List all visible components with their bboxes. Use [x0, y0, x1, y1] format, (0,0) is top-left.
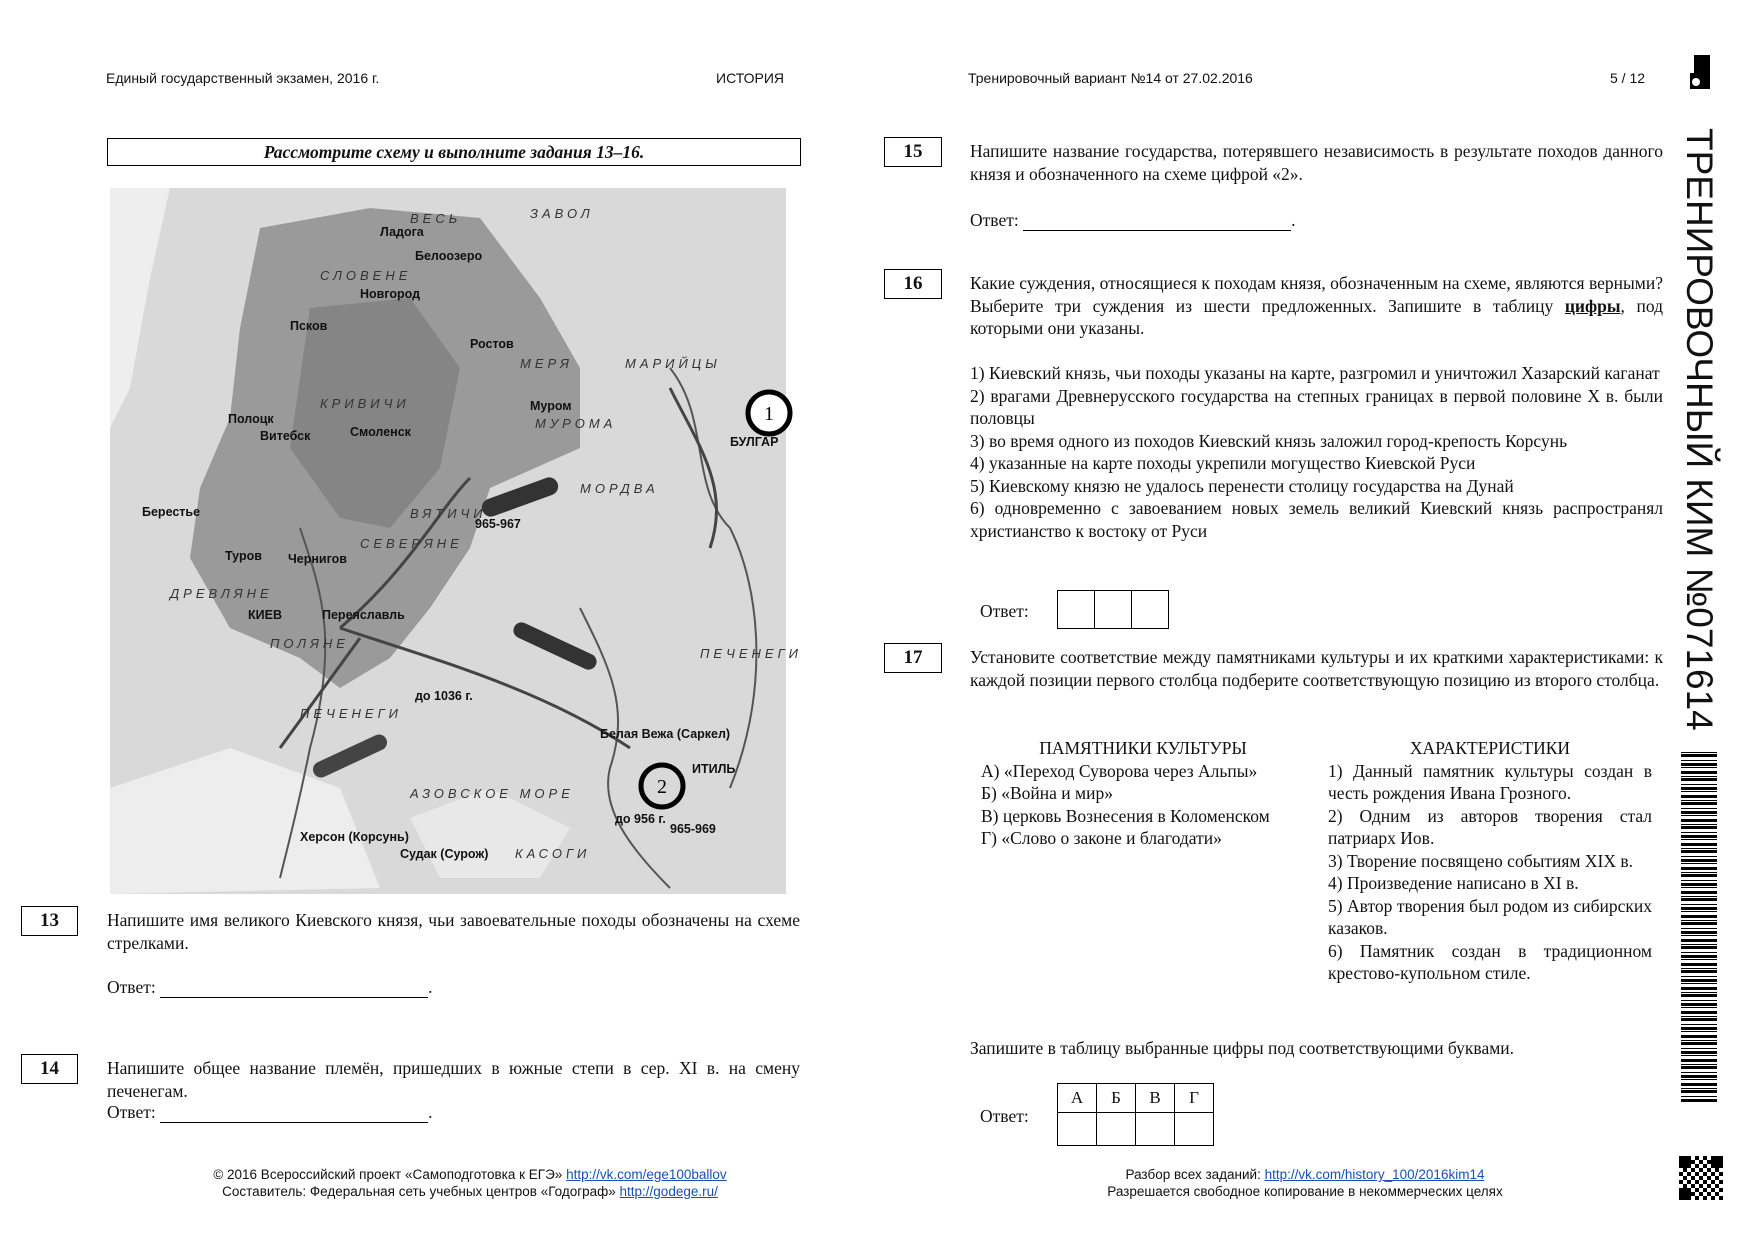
qr-module	[1707, 1192, 1711, 1196]
map-region-label: МУРОМА	[535, 416, 617, 431]
qr-module	[1687, 1160, 1691, 1164]
barcode-bar	[1681, 976, 1717, 977]
qr-module	[1699, 1192, 1703, 1196]
question-13-text: Напишите имя великого Киевского князя, чьи завоевательные походы обозначены на схеме стрелками.	[107, 910, 800, 953]
map-date: до 1036 г.	[415, 689, 473, 703]
map-label: Белая Вежа (Саркел)	[600, 727, 731, 741]
question-13-answer: Ответ: .	[107, 977, 433, 997]
qr-module	[1711, 1156, 1715, 1160]
option-item: 1) Киевский князь, чьи походы указаны на карте, разгромил и уничтожил Хазарский каганат	[970, 363, 1660, 383]
qr-module	[1719, 1188, 1723, 1192]
qr-module	[1711, 1160, 1715, 1164]
question-number-17: 17	[884, 643, 942, 673]
barcode-bar	[1681, 752, 1717, 753]
map-label: Туров	[225, 549, 262, 563]
barcode-bar	[1681, 1042, 1717, 1045]
map-label: Переяславль	[322, 608, 405, 622]
qr-module	[1679, 1196, 1683, 1200]
question-15-answer: Ответ: .	[970, 210, 1296, 230]
qr-module	[1691, 1168, 1695, 1172]
qr-module	[1691, 1176, 1695, 1180]
barcode-bar	[1681, 784, 1717, 785]
question-number-14: 14	[21, 1054, 78, 1084]
barcode-bar	[1681, 802, 1717, 805]
answer-label: Ответ:	[107, 977, 156, 997]
barcode-bar	[1681, 891, 1717, 894]
barcode-bar	[1681, 839, 1717, 840]
barcode-bar	[1681, 1027, 1717, 1030]
qr-module	[1719, 1180, 1723, 1184]
barcode-bar	[1681, 992, 1717, 993]
characteristic-item: 3) Творение посвящено событиям XIX в.	[1328, 850, 1633, 871]
qr-module	[1683, 1164, 1687, 1168]
barcode-bar	[1681, 931, 1717, 934]
qr-module	[1719, 1172, 1723, 1176]
qr-module	[1691, 1184, 1695, 1188]
qr-module	[1683, 1192, 1687, 1196]
answer-13-field[interactable]	[160, 979, 428, 998]
map-region-label: СЕВЕРЯНЕ	[360, 536, 463, 551]
barcode-bar	[1681, 1090, 1717, 1093]
qr-module	[1695, 1164, 1699, 1168]
barcode-bar	[1681, 928, 1717, 929]
barcode-bar	[1681, 1055, 1717, 1056]
emphasis-digits: цифры	[1564, 295, 1621, 316]
map-region-label: ЗАВОЛ	[530, 206, 594, 221]
answer-15-field[interactable]	[1023, 212, 1291, 231]
barcode-bar	[1681, 1024, 1717, 1025]
barcode-bar	[1681, 935, 1717, 936]
barcode-bar	[1681, 880, 1717, 881]
barcode-bar	[1681, 920, 1717, 921]
letter-header: Б	[1097, 1084, 1136, 1113]
barcode-bar	[1681, 795, 1717, 798]
qr-module	[1683, 1196, 1687, 1200]
letter-header: Г	[1175, 1084, 1214, 1113]
qr-module	[1711, 1164, 1715, 1168]
barcode-bar	[1681, 1059, 1717, 1062]
historical-map	[110, 188, 802, 894]
barcode-bar	[1681, 898, 1717, 901]
barcode-bar	[1681, 835, 1717, 838]
map-region-label: ВЕСЬ	[410, 211, 462, 226]
barcode-bar	[1681, 983, 1717, 984]
map-marker-2: 2	[657, 776, 667, 798]
barcode-bar	[1681, 1072, 1717, 1073]
option-item: 2) врагами Древнерусского государства на степных границах в первой половине X в. были половцы	[970, 385, 1663, 428]
map-label: Полоцк	[228, 412, 274, 426]
map-label: КИЕВ	[248, 608, 282, 622]
barcode-bar	[1681, 922, 1717, 925]
barcode-bar	[1681, 1048, 1717, 1049]
header-subject: ИСТОРИЯ	[716, 70, 785, 86]
answer-cell[interactable]	[1058, 1113, 1097, 1146]
answer-cell[interactable]	[1097, 1113, 1136, 1146]
qr-module	[1695, 1180, 1699, 1184]
map-label: БУЛГАР	[730, 435, 779, 449]
qr-module	[1683, 1168, 1687, 1172]
barcode-bar	[1681, 832, 1717, 833]
question-15-text: Напишите название государства, потерявшего независимость в результате походов данного князя и обозначенного на схеме цифрой «2».	[970, 141, 1663, 184]
barcode-bar	[1681, 808, 1717, 809]
barcode-bar	[1681, 963, 1717, 966]
map-region-label: МАРИЙЦЫ	[625, 356, 721, 371]
map-region-label: ВЯТИЧИ	[410, 506, 487, 521]
answer-cell[interactable]	[1175, 1113, 1214, 1146]
culture-item: Г) «Слово о законе и благодати»	[981, 828, 1222, 848]
question-number-15: 15	[884, 137, 942, 167]
culture-column	[981, 737, 1305, 850]
option-item: 4) указанные на карте походы укрепили могущество Киевской Руси	[970, 453, 1476, 473]
barcode-bar	[1681, 1040, 1717, 1041]
letter-header: В	[1136, 1084, 1175, 1113]
qr-module	[1695, 1188, 1699, 1192]
barcode-bar	[1681, 819, 1717, 822]
answer-cell[interactable]	[1136, 1113, 1175, 1146]
header-variant: Тренировочный вариант №14 от 27.02.2016	[968, 70, 1253, 86]
qr-module	[1703, 1172, 1707, 1176]
culture-item: Б) «Война и мир»	[981, 783, 1113, 803]
qr-module	[1687, 1164, 1691, 1168]
barcode-bar	[1681, 811, 1717, 814]
map-region-label: ДРЕВЛЯНЕ	[170, 586, 273, 601]
qr-module	[1699, 1168, 1703, 1172]
barcode-bar	[1681, 850, 1717, 853]
qr-module	[1715, 1156, 1719, 1160]
question-16-text: Какие суждения, относящиеся к походам князя, обозначенным на схеме, являются верными? Выберите три суждения из шести предложенных. Запишите в таблицу цифры, под которыми они указаны.	[970, 273, 1664, 338]
qr-module	[1715, 1176, 1719, 1180]
map-region-label: КРИВИЧИ	[320, 396, 410, 411]
barcode-bar	[1681, 1003, 1717, 1006]
qr-module	[1679, 1172, 1683, 1176]
barcode-bar	[1681, 1007, 1717, 1008]
qr-module	[1679, 1188, 1683, 1192]
answer-16-table	[1057, 590, 1169, 629]
barcode-bar	[1681, 911, 1717, 912]
barcode-bar	[1681, 1088, 1717, 1089]
map-label: Берестье	[142, 505, 201, 519]
map-label: Ладога	[380, 225, 424, 239]
qr-module	[1687, 1156, 1691, 1160]
qr-module	[1687, 1196, 1691, 1200]
qr-module	[1699, 1176, 1703, 1180]
barcode-bar	[1681, 760, 1717, 761]
footer-link-godege[interactable]: http://godege.ru/	[619, 1184, 718, 1199]
barcode-bar	[1681, 946, 1717, 949]
map-region-label: КАСОГИ	[515, 846, 591, 861]
barcode-bar	[1681, 1099, 1717, 1102]
qr-module	[1695, 1196, 1699, 1200]
barcode-bar	[1681, 874, 1717, 877]
question-16-options	[970, 362, 1663, 542]
map-region-label: МЕРЯ	[520, 356, 573, 371]
question-17-text: Установите соответствие между памятниками культуры и их краткими характеристиками: к каждой позиции первого столбца подберите соответствующую позицию из второго столбца.	[970, 647, 1663, 690]
qr-module	[1683, 1176, 1687, 1180]
barcode-bar	[1681, 1079, 1717, 1080]
barcode-bar	[1681, 1096, 1717, 1097]
answer-label: Ответ:	[970, 210, 1019, 230]
barcode-bar	[1681, 763, 1717, 766]
qr-module	[1679, 1160, 1683, 1164]
option-item: 6) одновременно с завоеванием новых земель великий Киевский князь распространял христианство к востоку от Руси	[970, 498, 1663, 541]
barcode-bar	[1681, 959, 1717, 960]
qr-module	[1715, 1164, 1719, 1168]
barcode-bar	[1681, 778, 1717, 781]
vertical-kim-title: ТРЕНИРОВОЧНЫЙ КИМ №071614	[1679, 128, 1720, 731]
barcode-bar	[1681, 944, 1717, 945]
qr-module	[1715, 1184, 1719, 1188]
answer-cell[interactable]	[1058, 591, 1095, 629]
barcode-bar	[1681, 1011, 1717, 1014]
map-region-label: СЛОВЕНЕ	[320, 268, 412, 283]
corner-mark-icon	[1690, 55, 1714, 89]
qr-module	[1715, 1160, 1719, 1164]
qr-module	[1719, 1196, 1723, 1200]
qr-module	[1711, 1188, 1715, 1192]
barcode-bar	[1681, 887, 1717, 888]
qr-module	[1703, 1164, 1707, 1168]
barcode-bar	[1681, 904, 1717, 905]
barcode-bar	[1681, 979, 1717, 982]
letter-header: А	[1058, 1084, 1097, 1113]
characteristic-item: 2) Одним из авторов творения стал патриарх Иов.	[1328, 805, 1652, 848]
qr-module	[1703, 1180, 1707, 1184]
map-label: Муром	[530, 399, 572, 413]
barcode-bar	[1681, 800, 1717, 801]
barcode-bar	[1681, 791, 1717, 792]
question-14-answer: Ответ: .	[107, 1102, 433, 1122]
qr-module	[1707, 1168, 1711, 1172]
map-region-label: ПЕЧЕНЕГИ	[300, 706, 402, 721]
map-region-label: АЗОВСКОЕ МОРЕ	[410, 786, 574, 801]
barcode-bar	[1681, 1018, 1717, 1021]
characteristics-column	[1328, 737, 1652, 985]
qr-module	[1711, 1180, 1715, 1184]
qr-module	[1683, 1188, 1687, 1192]
header-exam-title: Единый государственный экзамен, 2016 г.	[106, 70, 380, 86]
question-17-instruction: Запишите в таблицу выбранные цифры под соответствующими буквами.	[970, 1038, 1515, 1058]
qr-module	[1719, 1164, 1723, 1168]
barcode-bar	[1681, 848, 1717, 849]
qr-module	[1683, 1156, 1687, 1160]
answer-17-table	[1057, 1083, 1214, 1146]
question-number-13: 13	[21, 906, 78, 936]
qr-module	[1699, 1160, 1703, 1164]
qr-module	[1679, 1164, 1683, 1168]
map-date: 965-967	[475, 517, 521, 531]
map-label: Смоленск	[350, 425, 411, 439]
map-label: Витебск	[260, 429, 311, 443]
scheme-title: Рассмотрите схему и выполните задания 13–16.	[107, 138, 801, 166]
qr-code-icon	[1679, 1156, 1723, 1202]
map-label: Новгород	[360, 287, 421, 301]
qr-module	[1679, 1192, 1683, 1196]
barcode-bar	[1681, 867, 1717, 870]
qr-module	[1707, 1184, 1711, 1188]
barcode-bar	[1681, 955, 1717, 958]
barcode-bar	[1681, 939, 1717, 942]
qr-module	[1687, 1180, 1691, 1184]
map-label: Судак (Сурож)	[400, 847, 489, 861]
qr-module	[1687, 1192, 1691, 1196]
barcode-bar	[1681, 1083, 1717, 1086]
barcode-bar	[1681, 872, 1717, 873]
barcode-bar	[1681, 776, 1717, 777]
map-region-label: МОРДВА	[580, 481, 659, 496]
question-number-16: 16	[884, 269, 942, 299]
answer-label: Ответ:	[980, 1106, 1029, 1126]
qr-module	[1683, 1184, 1687, 1188]
barcode-bar	[1681, 767, 1717, 768]
barcode-bar	[1681, 1031, 1717, 1032]
barcode-bar	[1681, 1066, 1717, 1069]
barcode-bar	[1681, 863, 1717, 864]
qr-module	[1719, 1156, 1723, 1160]
footer-right: Разбор всех заданий: http://vk.com/history_100/2016kim14 Разрешается свободное копирование в некоммерческих целях	[1107, 1167, 1503, 1199]
characteristic-item: 4) Произведение написано в XI в.	[1328, 873, 1579, 893]
qr-module	[1711, 1196, 1715, 1200]
qr-module	[1699, 1184, 1703, 1188]
qr-module	[1703, 1196, 1707, 1200]
barcode-bar	[1681, 856, 1717, 857]
qr-module	[1687, 1188, 1691, 1192]
barcode-bar	[1681, 1016, 1717, 1017]
characteristic-item: 6) Памятник создан в традиционном крестово-купольном стиле.	[1328, 940, 1652, 983]
qr-module	[1715, 1168, 1719, 1172]
barcode-bar	[1681, 896, 1717, 897]
footer-link-vk[interactable]: http://vk.com/ege100ballov	[566, 1167, 727, 1182]
map-label: Херсон (Корсунь)	[300, 830, 409, 844]
column-header: ХАРАКТЕРИСТИКИ	[1409, 738, 1571, 758]
barcode-icon	[1681, 752, 1717, 1102]
footer-left: © 2016 Всероссийский проект «Самоподготовка к ЕГЭ» http://vk.com/ege100ballov Составитель: Федеральная сеть учебных центров «Годограф» http://godege.ru/	[213, 1167, 727, 1199]
map-label: Псков	[290, 319, 328, 333]
qr-module	[1687, 1172, 1691, 1176]
barcode-bar	[1681, 1075, 1717, 1078]
qr-module	[1715, 1192, 1719, 1196]
barcode-bar	[1681, 1051, 1717, 1054]
map-label: Ростов	[470, 337, 514, 351]
barcode-bar	[1681, 952, 1717, 953]
barcode-bar	[1681, 754, 1717, 757]
qr-module	[1707, 1176, 1711, 1180]
barcode-bar	[1681, 843, 1717, 846]
answer-label: Ответ:	[107, 1102, 156, 1122]
barcode-bar	[1681, 787, 1717, 790]
map-label: Чернигов	[288, 552, 347, 566]
footer-link-history[interactable]: http://vk.com/history_100/2016kim14	[1264, 1167, 1485, 1182]
barcode-bar	[1681, 1064, 1717, 1065]
qr-module	[1719, 1160, 1723, 1164]
barcode-bar	[1681, 771, 1717, 774]
characteristic-item: 5) Автор творения был родом из сибирских казаков.	[1328, 895, 1652, 938]
column-header: ПАМЯТНИКИ КУЛЬТУРЫ	[1039, 738, 1247, 758]
map-date: до 956 г.	[615, 812, 666, 826]
barcode-bar	[1681, 883, 1717, 886]
header-page-number: 5 / 12	[1610, 70, 1646, 86]
map-region-label: ПЕЧЕНЕГИ	[700, 646, 802, 661]
qr-module	[1707, 1160, 1711, 1164]
qr-module	[1695, 1172, 1699, 1176]
map-date: 965-969	[670, 822, 716, 836]
qr-module	[1679, 1156, 1683, 1160]
barcode-bar	[1681, 1035, 1717, 1038]
qr-module	[1711, 1172, 1715, 1176]
barcode-bar	[1681, 824, 1717, 825]
barcode-bar	[1681, 968, 1717, 969]
qr-module	[1691, 1160, 1695, 1164]
barcode-bar	[1681, 994, 1717, 997]
map-region-label: ПОЛЯНЕ	[270, 636, 349, 651]
qr-module	[1695, 1156, 1699, 1160]
qr-module	[1703, 1156, 1707, 1160]
barcode-bar	[1681, 1000, 1717, 1001]
qr-module	[1691, 1192, 1695, 1196]
barcode-bar	[1681, 859, 1717, 862]
answer-label: Ответ:	[980, 601, 1029, 621]
barcode-bar	[1681, 915, 1717, 918]
barcode-bar	[1681, 987, 1717, 990]
question-14-text: Напишите общее название племён, пришедших в южные степи в сер. XI в. на смену печенегам.	[107, 1058, 800, 1101]
culture-item: А) «Переход Суворова через Альпы»	[981, 760, 1258, 781]
barcode-bar	[1681, 826, 1717, 829]
option-item: 5) Киевскому князю не удалось перенести столицу государства на Дунай	[970, 475, 1514, 496]
qr-module	[1683, 1160, 1687, 1164]
answer-cell[interactable]	[1132, 591, 1169, 629]
map-label: Белоозеро	[415, 249, 483, 263]
answer-cell[interactable]	[1095, 591, 1132, 629]
map-label: ИТИЛЬ	[692, 762, 736, 776]
barcode-bar	[1681, 815, 1717, 816]
characteristic-item: 1) Данный памятник культуры создан в честь рождения Ивана Грозного.	[1328, 760, 1652, 803]
map-marker-1: 1	[764, 403, 774, 425]
barcode-bar	[1681, 907, 1717, 910]
option-item: 3) во время одного из походов Киевский князь заложил город-крепость Корсунь	[970, 430, 1568, 451]
qr-module	[1703, 1188, 1707, 1192]
barcode-bar	[1681, 970, 1717, 973]
answer-14-field[interactable]	[160, 1104, 428, 1123]
culture-item: В) церковь Вознесения в Коломенском	[981, 805, 1270, 826]
qr-module	[1679, 1180, 1683, 1184]
